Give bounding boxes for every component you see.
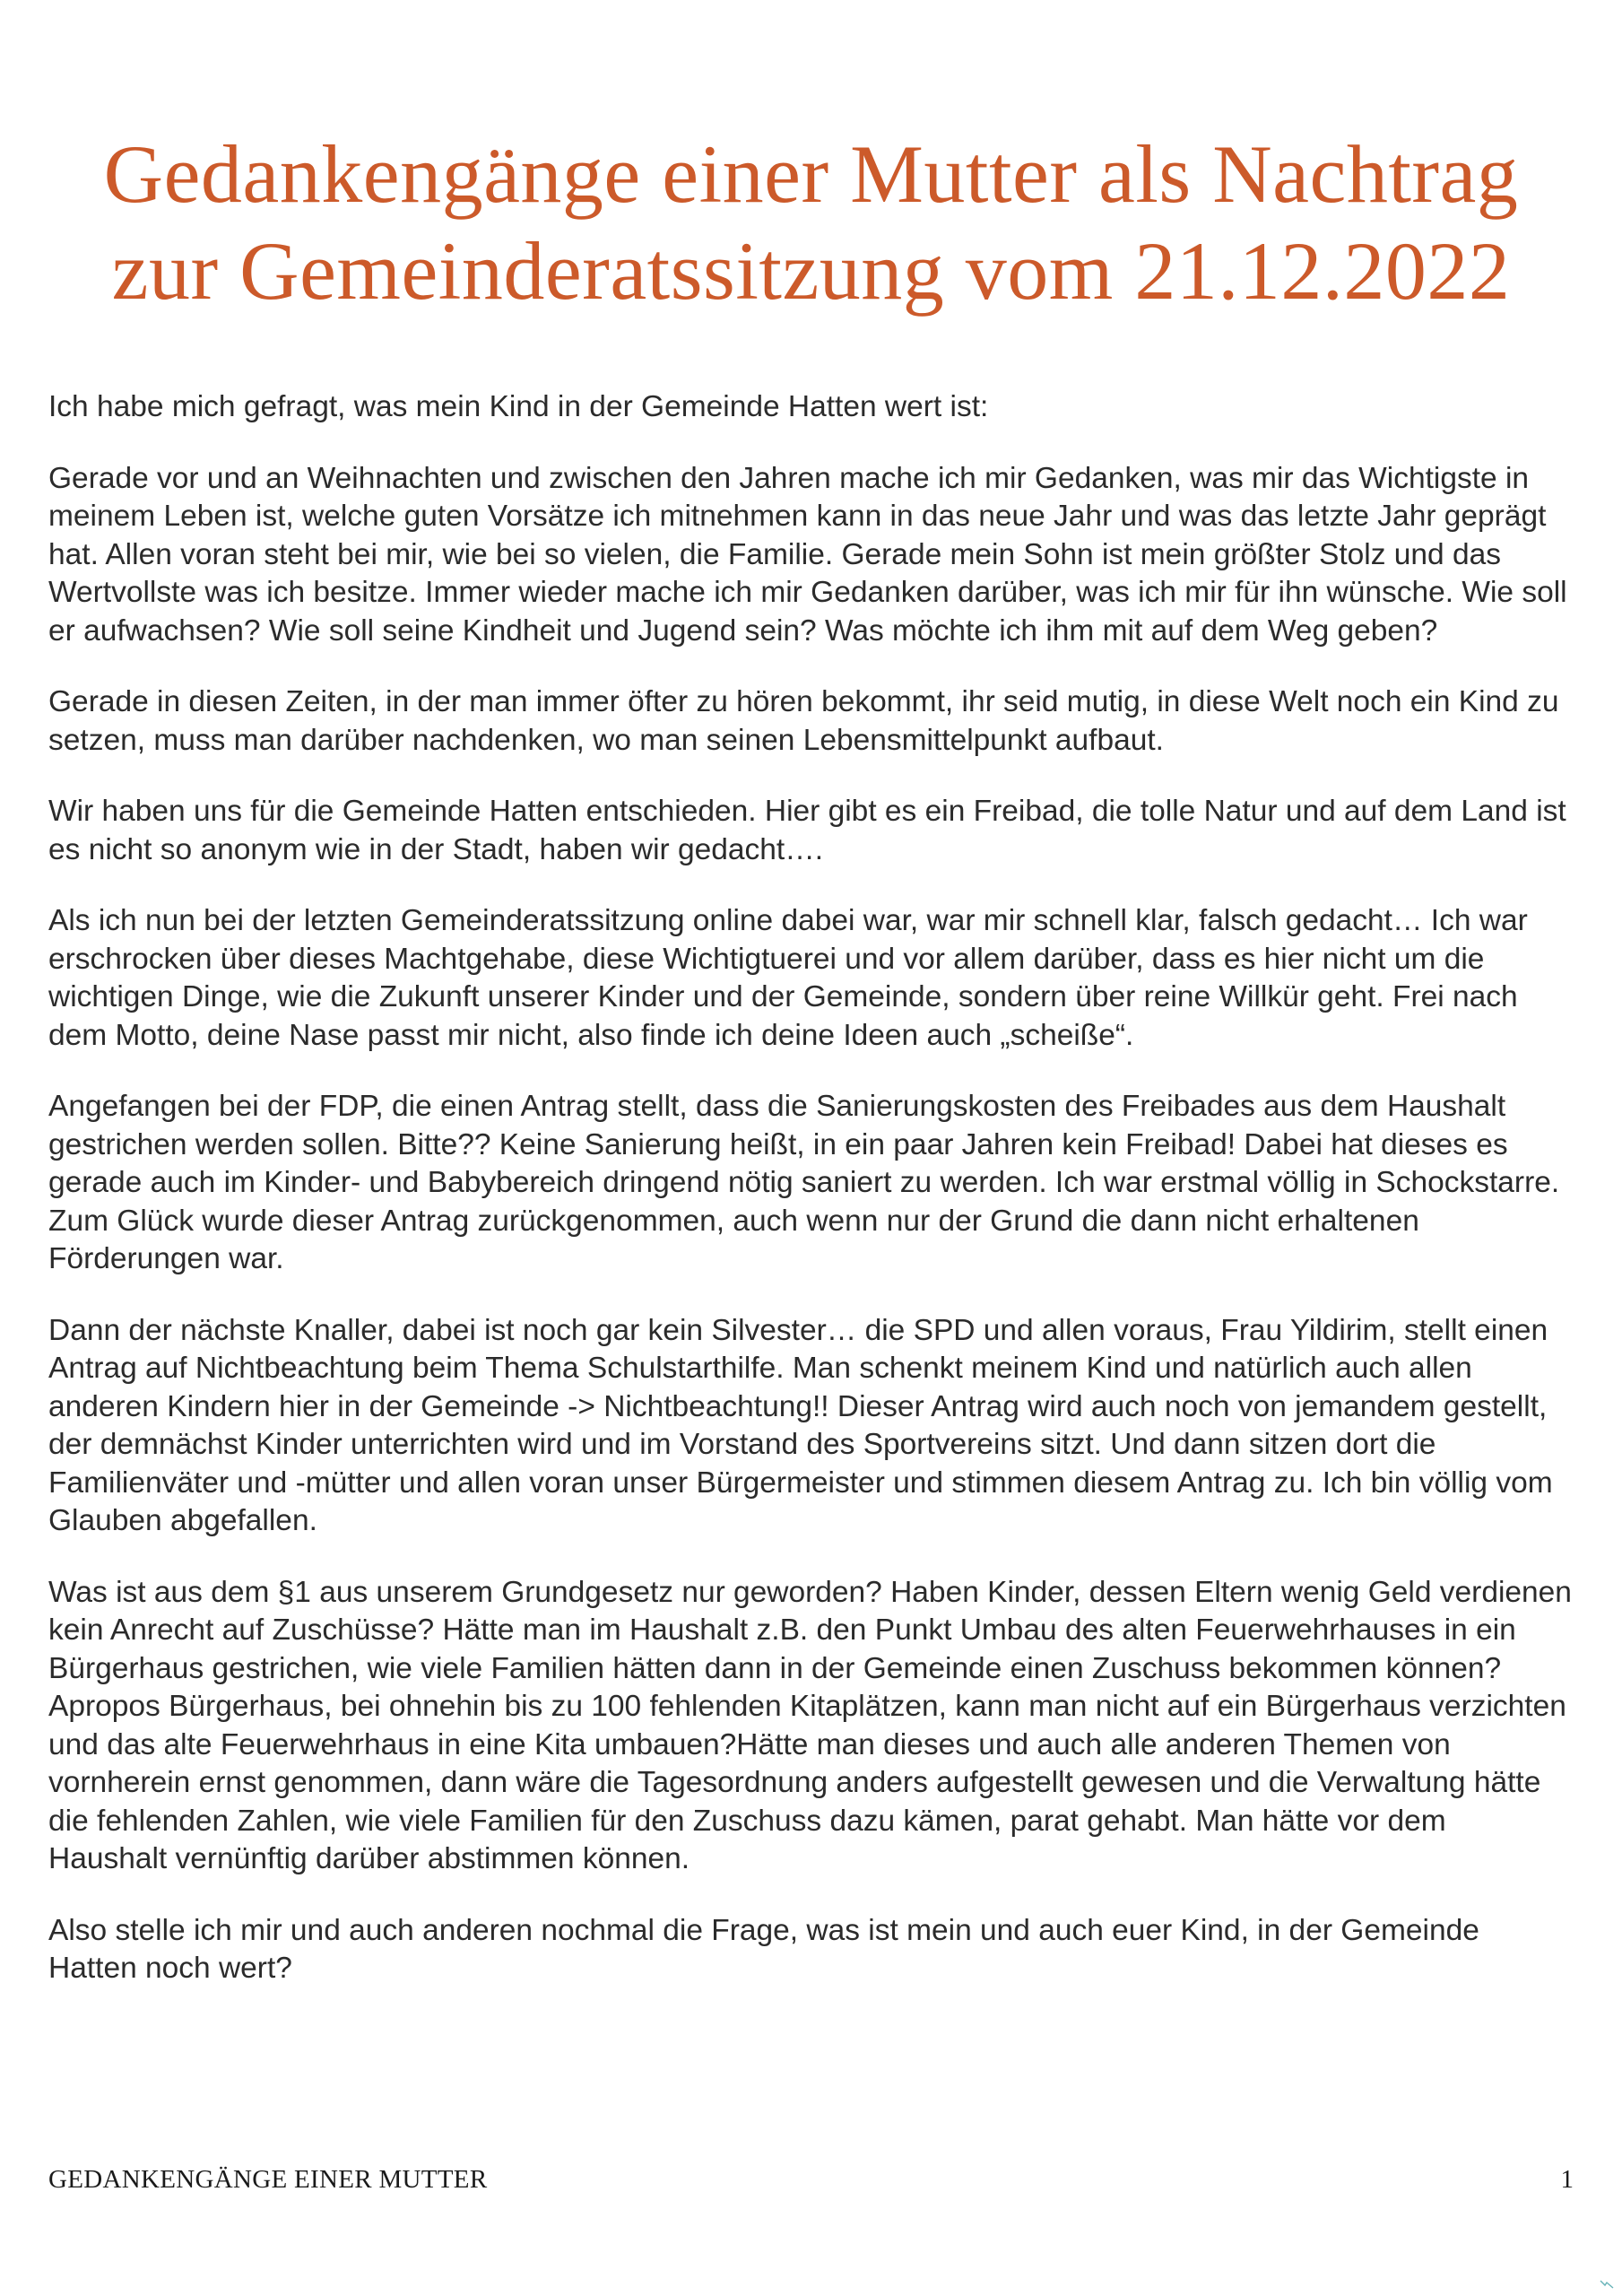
title-line-2: zur Gemeinderatssitzung vom 21.12.2022 [111,225,1511,317]
title-line-1: Gedankengänge einer Mutter als Nachtrag [103,128,1519,220]
paragraph-2: Gerade vor und an Weihnachten und zwischen den Jahren mache ich mir Gedanken, was mir das Wichtigste in meinem Leben ist, welche guten Vorsätze ich mitnehmen kann in das neue Jahr und was das letzte Jahr geprägt hat. Allen voran steht bei mir, wie bei so vielen, die Familie. Gerade mein Sohn ist mein größter Stolz und das Wertvollste was ich besitze. Immer wieder mache ich mir Gedanken darüber, was ich mir für ihn wünsche. Wie soll er aufwachsen? Wie soll seine Kindheit und Jugend sein? Was möchte ich ihm mit auf dem Weg geben? [48,461,1567,648]
footer-running-title: GEDANKENGÄNGE EINER MUTTER [48,2165,488,2194]
paragraph-8: Was ist aus dem §1 aus unserem Grundgesetz nur geworden? Haben Kinder, dessen Eltern wenig Geld verdienen kein Anrecht auf Zuschüsse? Hätte man im Haushalt z.B. den Punkt Umbau des alten Feuerwehrhauses in ein Bürgerhaus gestrichen, wie viele Familien hätten dann in der Gemeinde einen Zuschuss bekommen können? Apropos Bürgerhaus, bei ohnehin bis zu 100 fehlenden Kitaplätzen, kann man nicht auf ein Bürgerhaus verzichten und das alte Feuerwehrhaus in eine Kita umbauen?Hätte man dieses und auch alle anderen Themen von vornherein ernst genommen, dann wäre die Tagesordnung anders aufgestellt gewesen und die Verwaltung hätte die fehlenden Zahlen, wie viele Familien für den Zuschuss dazu kämen, parat gehabt. Man hätte vor dem Haushalt vernünftig darüber abstimmen können. [48,1575,1572,1875]
paragraph-7: Dann der nächste Knaller, dabei ist noch gar kein Silvester… die SPD und allen voraus, Frau Yildirim, stellt einen Antrag auf Nichtbeachtung beim Thema Schulstarthilfe. Man schenkt meinem Kind und natürlich auch allen anderen Kindern hier in der Gemeinde -> Nichtbeachtung!! Dieser Antrag wird auch noch von jemandem gestellt, der demnächst Kinder unterrichten wird und im Vorstand des Sportvereins sitzt. Und dann sitzen dort die Familienväter und -mütter und allen voran unser Bürgermeister und stimmen diesem Antrag zu. Ich bin völlig vom Glauben abgefallen. [48,1313,1553,1537]
paragraph-6: Angefangen bei der FDP, die einen Antrag stellt, dass die Sanierungskosten des Freibades aus dem Haushalt gestrichen werden sollen. Bitte?? Keine Sanierung heißt, in ein paar Jahren kein Freibad! Dabei hat dieses es gerade auch im Kinder- und Babybereich dringend nötig saniert zu werden. Ich war erstmal völlig in Schockstarre. Zum Glück wurde dieser Antrag zurückgenommen, auch wenn nur der Grund die dann nicht erhaltenen Förderungen war. [48,1090,1560,1275]
paragraph-9: Also stelle ich mir und auch anderen nochmal die Frage, was ist mein und auch euer Kind, in der Gemeinde Hatten noch wert? [48,1913,1479,1985]
corner-mark-icon [1599,2278,1615,2291]
paragraph-4: Wir haben uns für die Gemeinde Hatten entschieden. Hier gibt es ein Freibad, die tolle Natur und auf dem Land ist es nicht so anonym wie in der Stadt, haben wir gedacht…. [48,795,1566,866]
page-title [36,126,1586,319]
paragraph-1: Ich habe mich gefragt, was mein Kind in der Gemeinde Hatten wert ist: [48,390,989,423]
footer-page-number: 1 [1560,2165,1574,2194]
body-text [48,388,1573,1988]
paragraph-5: Als ich nun bei der letzten Gemeinderatssitzung online dabei war, war mir schnell klar, falsch gedacht… Ich war erschrocken über dieses Machtgehabe, diese Wichtigtuerei und vor allem darüber, dass es hier nicht um die wichtigen Dinge, wie die Zukunft unserer Kinder und der Gemeinde, sondern über reine Willkür geht. Frei nach dem Motto, deine Nase passt mir nicht, also finde ich deine Ideen auch „scheiße“. [48,904,1528,1052]
paragraph-3: Gerade in diesen Zeiten, in der man immer öfter zu hören bekommt, ihr seid mutig, in diese Welt noch ein Kind zu setzen, muss man darüber nachdenken, wo man seinen Lebensmittelpunkt aufbaut. [48,685,1559,757]
